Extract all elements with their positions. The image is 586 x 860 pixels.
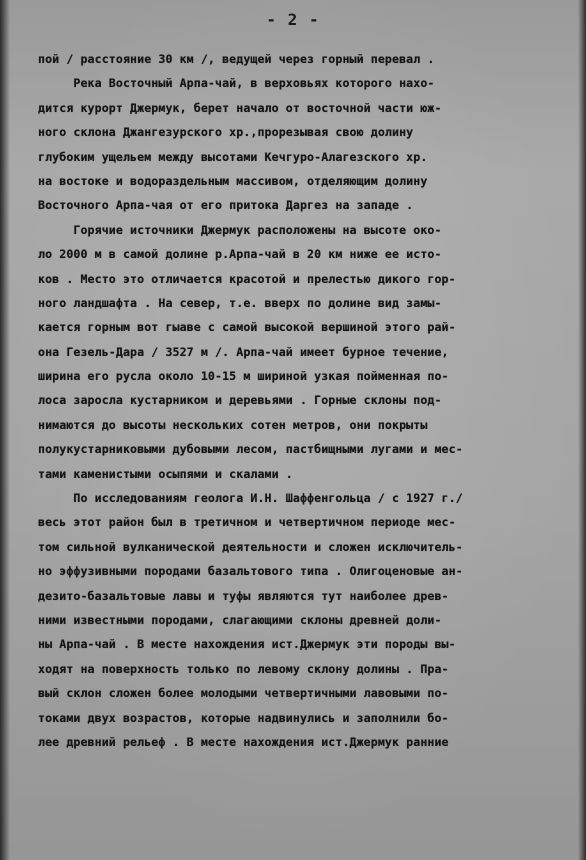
scan-edge-right (578, 0, 586, 860)
scan-edge-left (0, 0, 10, 860)
text-line: ны Арпа-чай . В месте нахождения ист.Джермук эти породы вы- (38, 637, 456, 652)
text-line: лоса заросла кустарником и деревьями . Горные склоны под- (38, 393, 442, 408)
text-line: вый склон сложен более молодыми четвертичными лавовыми по- (38, 686, 449, 701)
text-line: она Гезель-Дара / 3527 м /. Арпа-чай имеет бурное течение, (38, 344, 449, 359)
text-line: ков . Место это отличается красотой и прелестью дикого гор- (38, 271, 456, 286)
text-line: лее древний рельеф . В месте нахождения ист.Джермук ранние (38, 734, 449, 749)
page-number: - 2 - (266, 10, 320, 29)
text-line: дезито-базальтовые лавы и туфы являются тут наиболее древ- (38, 588, 449, 603)
text-line: ло 2000 м в самой долине р.Арпа-чай в 20 км ниже ее исто- (38, 247, 442, 262)
text-line: ного склона Джангезурского хр.,прорезывая свою долину (38, 125, 414, 140)
text-line: ширина его русла около 10-15 м шириной узкая пойменная по- (38, 369, 449, 384)
text-line: ного ландшафта . На север, т.е. вверх по долине вид замы- (38, 295, 442, 310)
text-line: полукустарниковыми дубовыми лесом, пастбищными лугами и мес- (38, 442, 463, 457)
text-line: нимаются до высоты нескольких сотен метров, они покрыты (38, 417, 428, 432)
body-text (38, 47, 558, 754)
text-line: на востоке и водораздельным массивом, отделяющим долину (38, 173, 428, 188)
text-line: токами двух возрастов, которые надвинулись и заполнили бо- (38, 710, 449, 725)
text-line: глубоким ущельем между высотами Кечгуро-Алагезского хр. (38, 149, 428, 164)
text-line: ними известными породами, слагающими склоны древней доли- (38, 612, 442, 627)
text-line: том сильной вулканической деятельности и сложен исключитель- (38, 539, 463, 554)
text-line: тами каменистыми осыпями и скалами . (38, 466, 293, 481)
text-line: ходят на поверхность только по левому склону долины . Пра- (38, 661, 449, 676)
text-line: Горячие источники Джермук расположены на высоте око- (38, 222, 442, 237)
text-line: пой / расстояние 30 км /, ведущей через горный перевал . (38, 52, 435, 66)
text-line: кается горным вот гыаве с самой высокой вершиной этого рай- (38, 320, 456, 335)
text-line: дится курорт Джермук, берет начало от восточной части юж- (38, 100, 442, 115)
text-line: весь этот район был в третичном и четвертичном периоде мес- (38, 515, 456, 530)
text-line: Река Восточный Арпа-чай, в верховьях которого нахо- (38, 76, 435, 91)
text-line: По исследованиям геолога И.Н. Шаффенгольца / с 1927 г./ (38, 491, 463, 506)
text-line: Восточного Арпа-чая от его притока Даргез на западе . (38, 198, 414, 213)
text-line: но эффузивными породами базальтового типа . Олигоценовые ан- (38, 564, 463, 579)
